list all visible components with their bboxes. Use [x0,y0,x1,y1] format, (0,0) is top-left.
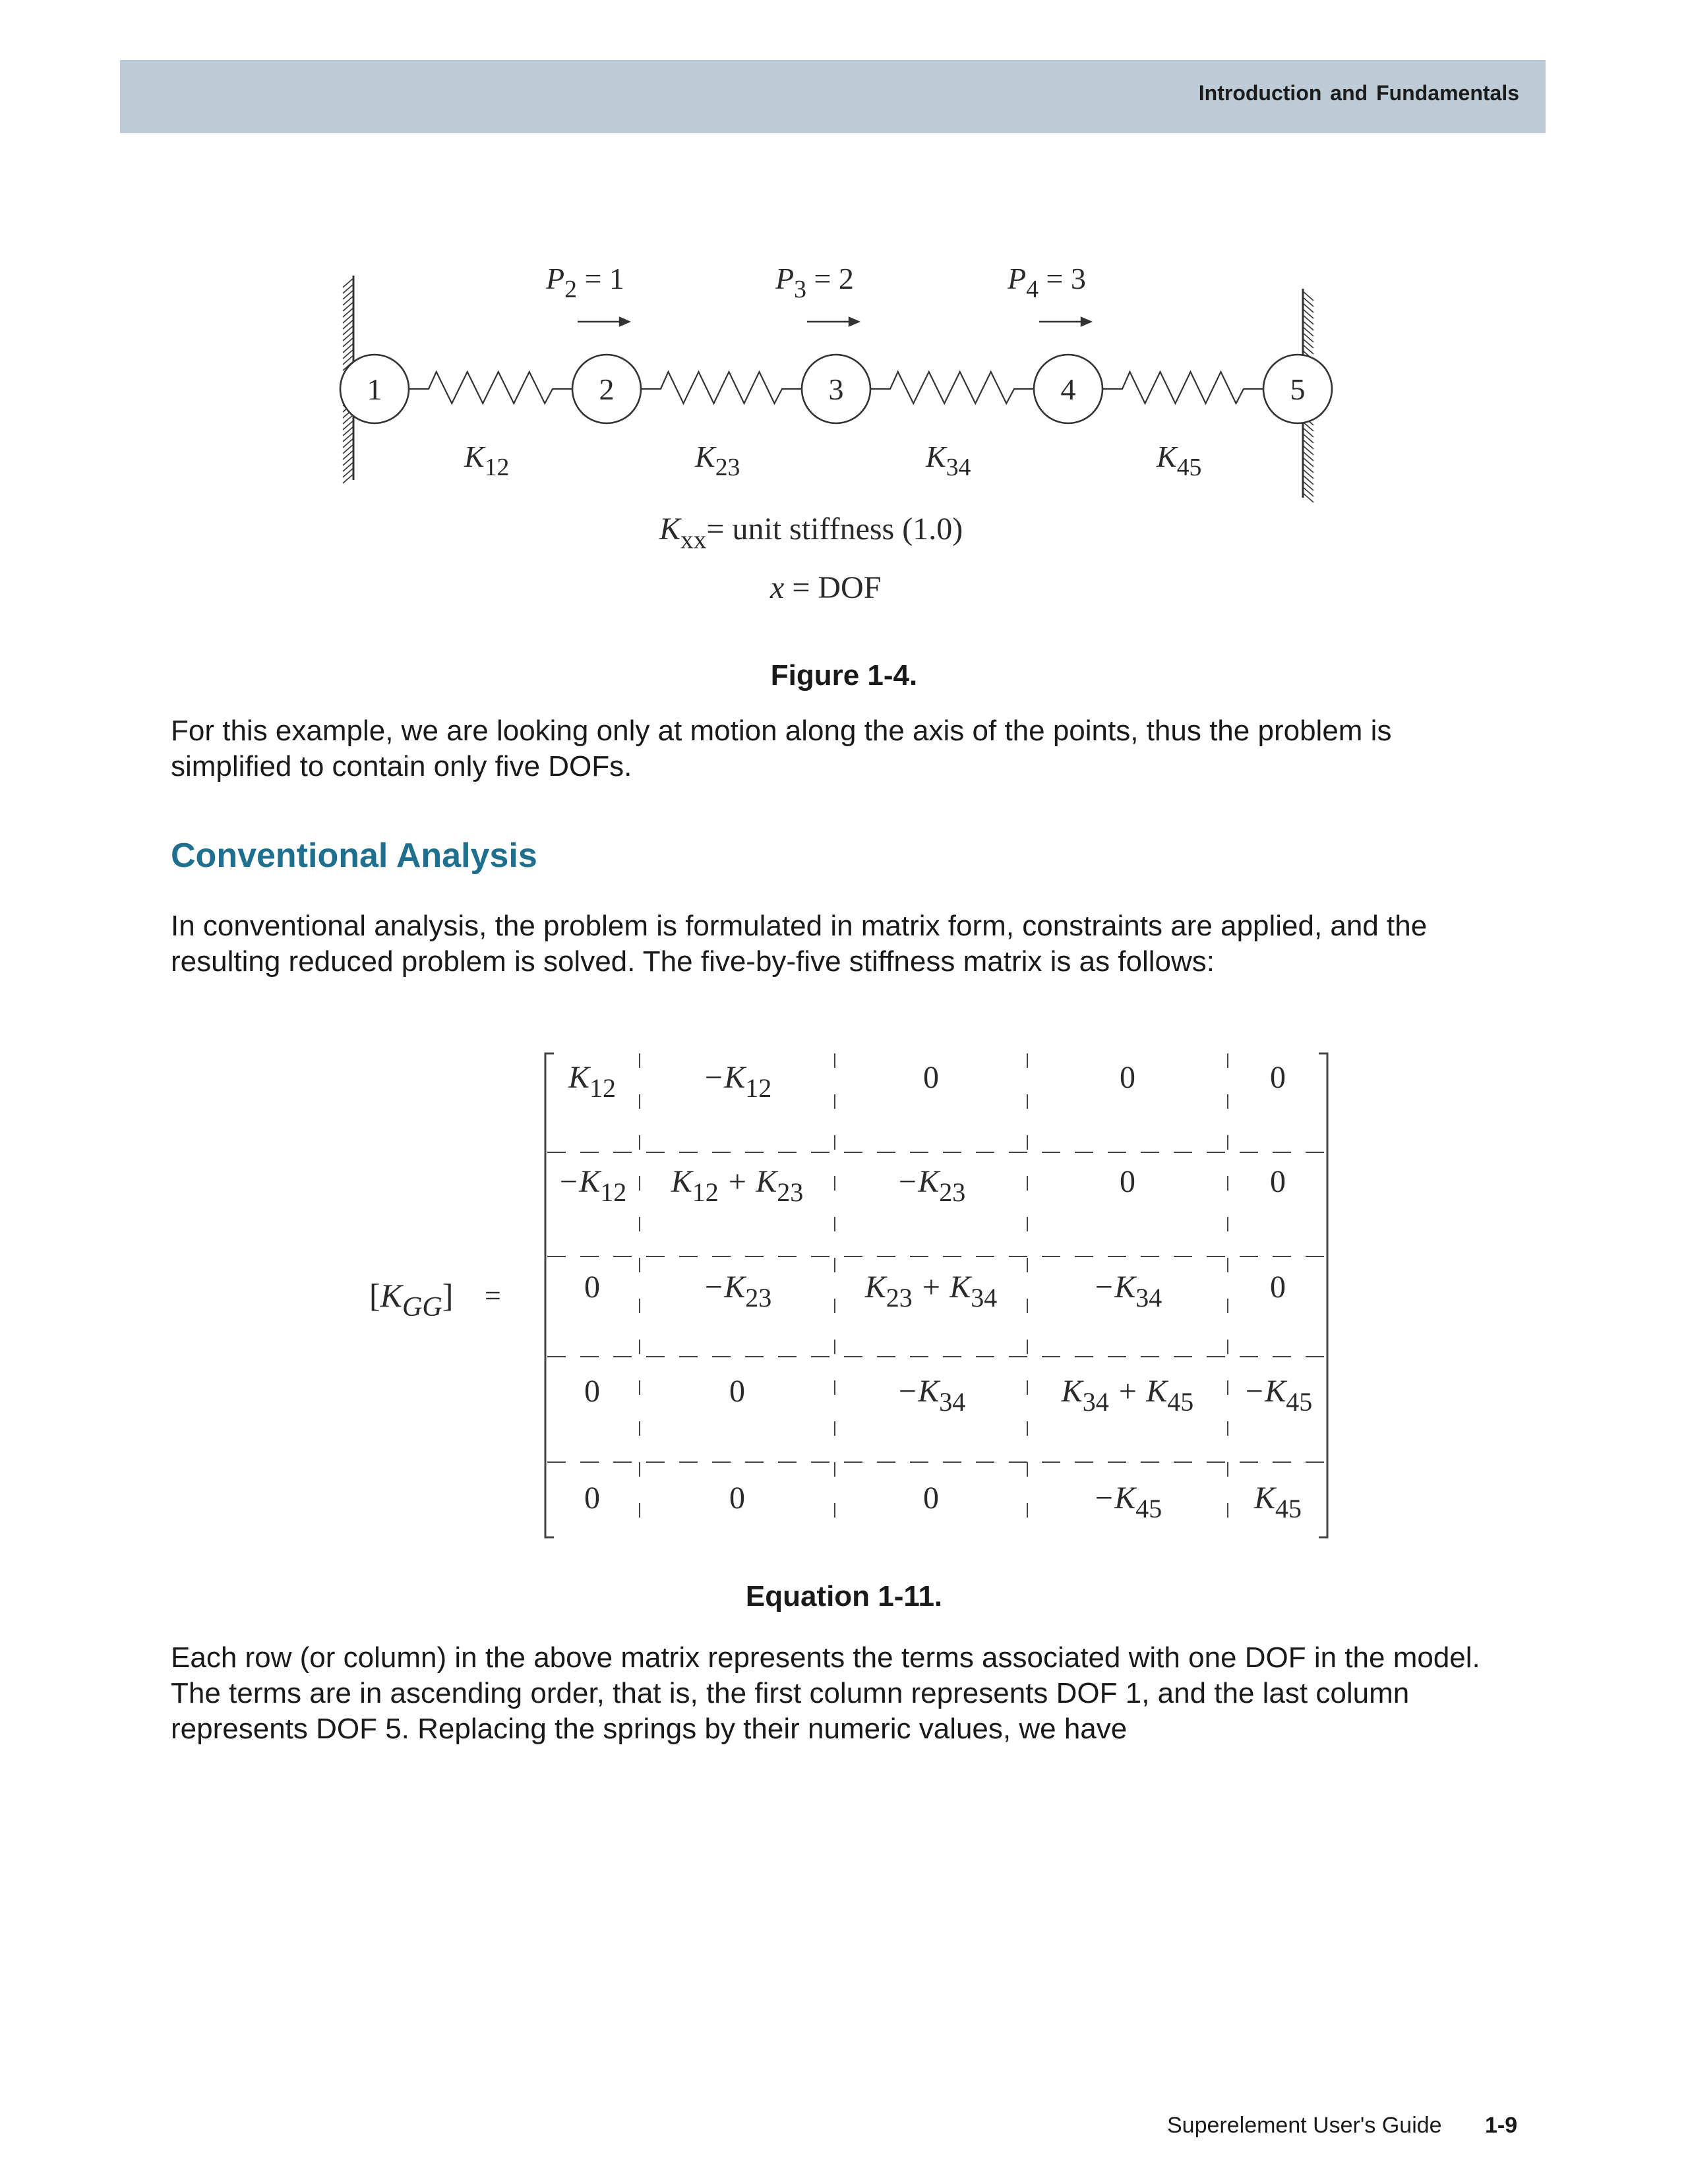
stiffness-matrix-equation [356,1048,1345,1543]
matrix-cell-r2c3: $-K_{23}$ [896,1164,966,1207]
matrix-cell-r5c1: 0 [584,1481,600,1516]
matrix-cell-r1c1: $K_{12}$ [568,1060,617,1103]
stiffness-definition: $K_{xx}=$ unit stiffness (1.0) [659,512,963,554]
load-label-3: $P_3 = 2$ [775,262,854,303]
spring-23 [641,372,802,403]
paragraph-explanation: Each row (or column) in the above matrix represents the terms associated with one DOF in the model. The terms are in ascending order, that is, the first column represents DOF 1, and the last column represents DOF 5. Replacing the springs by their numeric values, we have [171,1641,1480,1745]
matrix-cell-r1c2: $-K_{12}$ [702,1060,772,1103]
matrix-cell-r2c2: $K_{12} + K_{23}$ [671,1164,804,1207]
matrix-left-bracket [545,1053,554,1537]
equation-caption: Equation 1-11. [745,1580,943,1612]
load-arrowhead-4 [1081,318,1091,326]
footer-guide-title: Superelement User's Guide [1167,2113,1442,2138]
matrix-cell-r2c4: 0 [1120,1164,1135,1199]
spring-label-12: $K_{12}$ [464,440,510,481]
figure-caption: Figure 1-4. [770,659,918,692]
dof-definition: x = DOF [770,570,882,605]
matrix-lhs: $[K_{GG}]$ [369,1277,454,1322]
matrix-cell-r2c5: 0 [1270,1164,1286,1199]
matrix-equals: = [485,1280,501,1312]
spring-12 [409,372,572,403]
page-header-band [120,60,1546,133]
matrix-cell-r3c1: 0 [584,1270,600,1305]
section-heading: Conventional Analysis [171,837,537,875]
matrix-cell-r3c2: $-K_{23}$ [702,1270,772,1313]
spring-34 [870,372,1034,403]
matrix-cell-r4c4: $K_{34} + K_{45}$ [1061,1374,1194,1417]
node-label-4: 4 [1060,372,1076,406]
matrix-cell-r3c3: $K_{23} + K_{34}$ [864,1270,998,1313]
matrix-cell-r1c3: 0 [923,1060,939,1095]
node-label-5: 5 [1290,372,1306,406]
matrix-cell-r1c4: 0 [1120,1060,1135,1095]
paragraph-intro: For this example, we are looking only at motion along the axis of the points, thus the problem is simplified to contain only five DOFs. [171,715,1392,782]
spring-label-34: $K_{34}$ [926,440,971,481]
spring-label-23: $K_{23}$ [695,440,740,481]
spring-label-45: $K_{45}$ [1157,440,1202,481]
spring-45 [1102,372,1263,403]
matrix-cell-r5c2: 0 [729,1481,745,1516]
matrix-cell-r4c1: 0 [584,1374,600,1409]
load-label-4: $P_4 = 3$ [1008,262,1086,303]
matrix-cell-r4c2: 0 [729,1374,745,1409]
matrix-cell-r2c1: $-K_{12}$ [557,1164,627,1207]
load-arrowhead-3 [849,318,859,326]
footer-page-number: 1-9 [1485,2113,1518,2138]
load-arrowhead-2 [620,318,629,326]
matrix-cell-r3c5: 0 [1270,1270,1286,1305]
matrix-cell-r4c3: $-K_{34}$ [896,1374,966,1417]
spring-system-figure [316,251,1372,646]
header-title: Introduction and Fundamentals [1198,81,1519,105]
node-label-3: 3 [828,372,844,406]
node-label-1: 1 [367,372,382,406]
matrix-right-bracket [1319,1053,1327,1537]
matrix-cell-r5c3: 0 [923,1481,939,1516]
paragraph-conventional: In conventional analysis, the problem is formulated in matrix form, constraints are applied, and the resulting reduced problem is solved. The five-by-five stiffness matrix is as follows: [171,910,1428,978]
matrix-cell-r5c5: $K_{45}$ [1253,1481,1302,1523]
matrix-cell-r1c5: 0 [1270,1060,1286,1095]
load-label-2: $P_2 = 1$ [546,262,624,303]
matrix-cell-r3c4: $-K_{34}$ [1093,1270,1162,1313]
matrix-cell-r4c5: $-K_{45}$ [1243,1374,1313,1417]
matrix-cell-r5c4: $-K_{45}$ [1093,1481,1162,1523]
node-label-2: 2 [599,372,615,406]
